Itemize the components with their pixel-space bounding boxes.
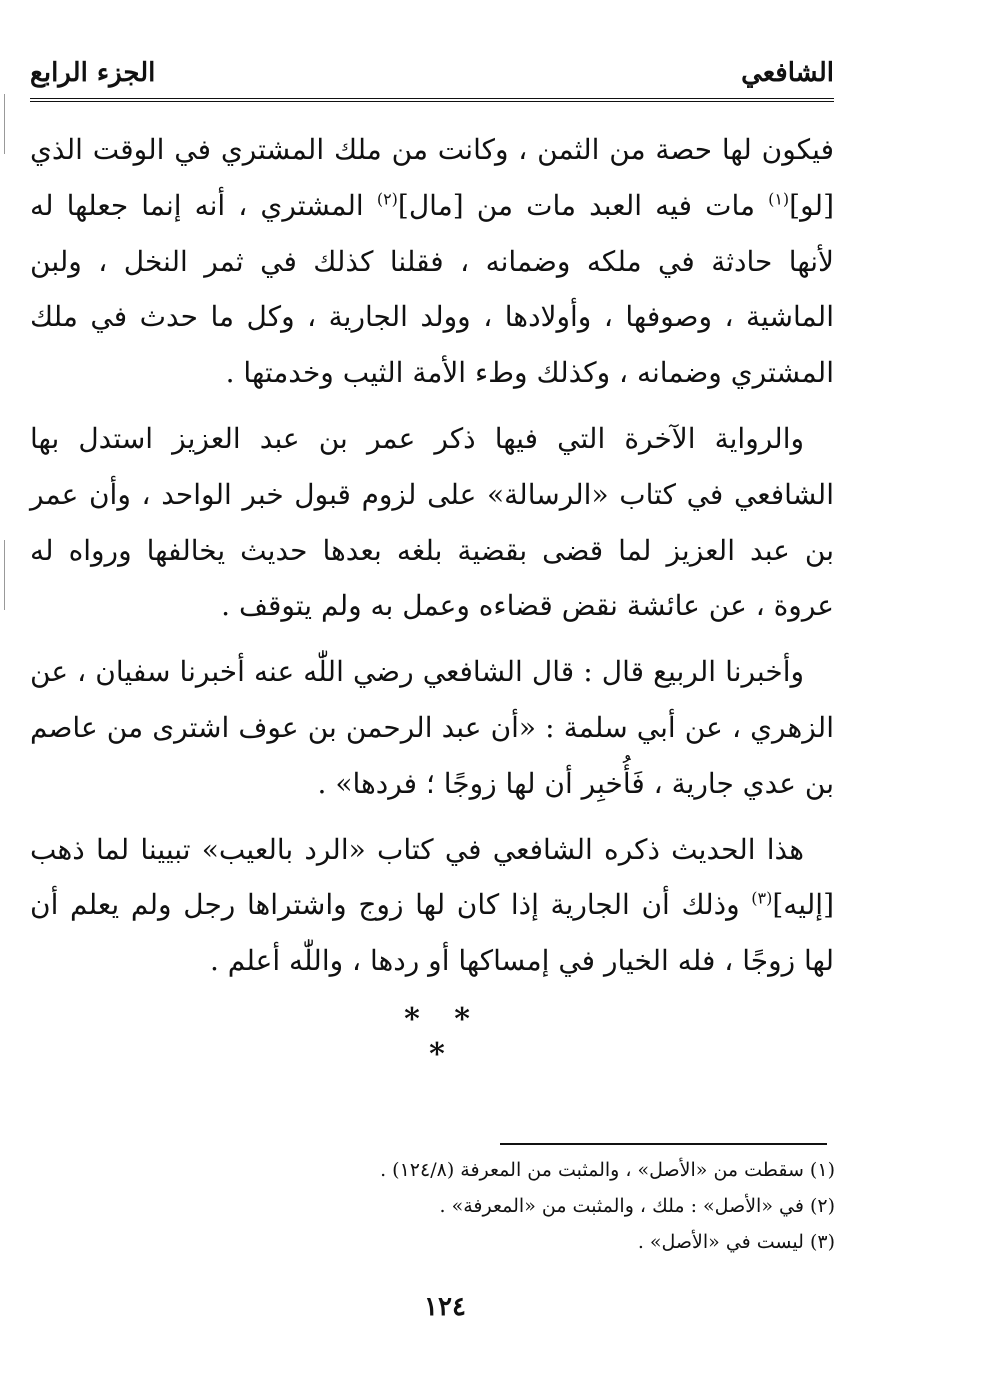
footnotes [300, 1152, 835, 1260]
page-number: ١٢٤ [424, 1292, 466, 1322]
paragraph-text: وأخبرنا الربيع قال : قال الشافعي رضي اللّٰه عنه أخبرنا سفيان ، عن الزهري ، عن أبي سلمة : «أن عبد الرحمن بن عوف اشترى من عاصم بن عدي جارية ، فَأُخبِر أن لها زوجًا ؛ فردها» . [30, 655, 834, 800]
header-rule [30, 98, 834, 102]
paragraph-text: مات فيه العبد مات من [مال] [397, 188, 769, 222]
footnote-rule [500, 1143, 827, 1145]
footnote-item: (١) سقطت من «الأصل» ، والمثبت من المعرفة (١٢٤/٨) . [380, 1159, 835, 1181]
paragraph-text: هذا الحديث ذكره الشافعي في كتاب «الرد بالعيب» تبيينا لما ذهب [إليه] [30, 832, 834, 922]
scan-margin-mark [4, 94, 5, 154]
footnote-marker[interactable]: (٢) [376, 189, 398, 209]
scan-margin-mark [4, 540, 5, 610]
footnote-marker[interactable]: (٣) [751, 889, 773, 909]
section-separator: * * * [404, 1002, 482, 1072]
footnote-item: (٢) في «الأصل» : ملك ، والمثبت من «المعرفة» . [439, 1195, 835, 1217]
footnote-marker[interactable]: (١) [768, 189, 790, 209]
paragraph [30, 411, 834, 634]
footnote-item: (٣) ليست في «الأصل» . [637, 1231, 835, 1253]
paragraph-text: والرواية الآخرة التي فيها ذكر عمر بن عبد العزيز استدل بها الشافعي في كتاب «الرسالة» على لزوم قبول خبر الواحد ، وأن عمر بن عبد العزيز لما قضى بقضية بلغه بعدها حديث يخالفها ورواه له عروة ، عن عائشة نقض قضاءه وعمل به ولم يتوقف . [30, 421, 834, 623]
running-header [30, 50, 834, 100]
paragraph-text: فيكون لها حصة من الثمن ، وكانت من ملك المشتري في الوقت الذي [لو] [30, 133, 834, 222]
header-book-title: الشافعي [741, 58, 834, 88]
main-text [30, 122, 834, 989]
paragraph-text: المشتري ، أنه إنما جعلها له لأنها حادثة في ملكه وضمانه ، فقلنا كذلك في ثمر النخل ، ولبن الماشية ، وصوفها ، وأولادها ، وولد الجارية ، وكل ما حدث في ملك المشتري وضمانه ، وكذلك وطء الأمة الثيب وخدمتها . [30, 188, 834, 390]
header-part-title: الجزء الرابع [30, 58, 156, 88]
paragraph [30, 122, 834, 401]
paragraph [30, 644, 834, 811]
paragraph-text: وذلك أن الجارية إذا كان لها زوج واشتراها رجل ولم يعلم أن لها زوجًا ، فله الخيار في إمساكها أو ردها ، واللّٰه أعلم . [30, 888, 834, 978]
paragraph [30, 822, 834, 989]
